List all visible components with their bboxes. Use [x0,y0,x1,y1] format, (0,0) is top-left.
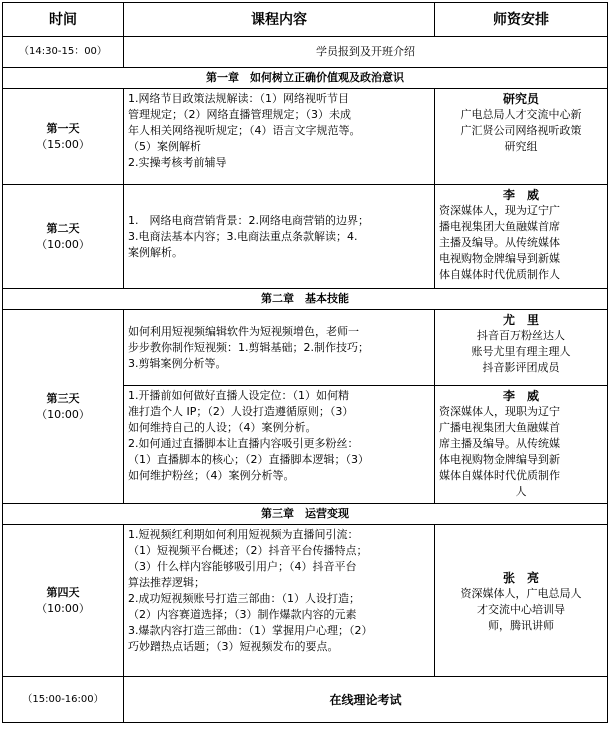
opening-row [3,37,608,68]
table-header-row [3,3,608,37]
day3b-line-5: （1）直播脚本的核心；（2）直播脚本逻辑；（3） [128,453,369,466]
day4-teacher-desc-2: 才交流中心培训导 [477,602,565,616]
chapter-1-title: 第一章 如何树立正确价值观及政治意识 [3,68,608,89]
day2-time-cell [3,185,124,289]
day3-teacher-a [435,310,608,386]
day3-teacher-b-desc-6: 人 [515,485,527,498]
day3-content-a [124,310,435,386]
day3b-line-3: 如何维持自己的人设；（4）案例分析。 [128,421,317,434]
day2-teacher-desc-4: 电视购物金牌编导到新媒 [439,252,560,265]
day2-teacher-desc-1: 资深媒体人，现为辽宁广 [439,204,560,217]
day1-teacher [435,89,608,185]
day1-line-2: 管理规定；（2）网络直播管理规定；（3）未成 [128,108,351,121]
day2-time: （10:00） [36,237,90,251]
day3-teacher-a-desc-1: 抖音百万粉丝达人 [477,329,565,342]
day3a-line-3: 3.剪辑案例分析等。 [128,356,227,370]
chapter-3-title: 第三章 运营变现 [3,504,608,525]
course-schedule-table [2,2,608,723]
day1-time: （15:00） [36,137,90,151]
day3b-line-1: 1.开播前如何做好直播人设定位：（1）如何精 [128,389,349,402]
chapter-row-2 [3,289,608,310]
day4-teacher-desc-3: 师，腾讯讲师 [488,618,554,632]
day2-teacher-desc-2: 播电视集团大鱼融媒首席 [439,220,560,233]
day3b-line-2: 准打造个人 IP；（2）人设打造遵循原则；（3） [128,405,354,418]
day3a-line-2: 步步教你制作短视频：1.剪辑基础；2.制作技巧； [128,340,369,354]
day3-teacher-a-name: 尤 里 [502,313,539,327]
day3-time: （10:00） [36,407,90,421]
day3-teacher-b-desc-4: 体电视购物金牌编导到新 [439,453,560,466]
day1-content [124,89,435,185]
day3-row-a [3,310,608,386]
day1-time-cell [3,89,124,185]
day4-time: （10:00） [36,601,90,615]
day4-time-cell [3,525,124,677]
day3-time-cell [3,310,124,504]
day2-teacher-desc-3: 主播及编导。从传统媒体 [439,236,560,249]
exam-time: （15:00-16:00） [3,677,124,723]
day4-teacher-name: 张 亮 [502,570,539,585]
header-time: 时间 [3,3,124,37]
chapter-2-title: 第二章 基本技能 [3,289,608,310]
day1-row [3,89,608,185]
day3a-line-1: 如何利用短视频编辑软件为短视频增色，老师一 [128,324,359,338]
day3-teacher-a-desc-2: 账号尤里有理主理人 [471,345,571,358]
day3b-line-4: 2.如何通过直播脚本让直播内容吸引更多粉丝： [128,437,359,450]
day4-line-5: 2.成功短视频账号打造三部曲：（1）人设打造； [128,592,360,605]
day4-line-2: （1）短视频平台概述；（2）抖音平台传播特点； [128,544,368,557]
day4-content [124,525,435,677]
day4-line-4: 算法推荐逻辑； [128,576,205,589]
day3-teacher-b [435,386,608,504]
day3-title: 第三天 [46,391,80,405]
day4-title: 第四天 [46,585,80,599]
day4-teacher [435,525,608,677]
day2-content [124,185,435,289]
day3-content-b [124,386,435,504]
header-teacher: 师资安排 [435,3,608,37]
day2-title: 第二天 [46,221,80,235]
day4-teacher-desc-1: 资深媒体人，广电总局人 [460,586,582,600]
day3-teacher-b-desc-3: 席主播及编导。从传统媒 [439,437,560,450]
chapter-row-3 [3,504,608,525]
day4-line-8: 巧妙蹭热点话题；（3）短视频发布的要点。 [128,640,339,653]
day1-teacher-desc-1: 广电总局人才交流中心新 [460,108,582,121]
day3-teacher-b-desc-5: 媒体自媒体时代优质制作 [439,469,560,482]
day3-teacher-a-desc-3: 抖音影评团成员 [482,361,560,374]
day1-title: 第一天 [46,121,80,135]
day4-line-3: （3）什么样内容能够吸引用户；（4）抖音平台 [128,560,357,573]
day4-line-6: （2）内容赛道选择；（3）制作爆款内容的元素 [128,608,357,621]
day3b-line-6: 如何维护粉丝；（4）案例分析等。 [128,469,295,482]
day3-teacher-b-name: 李 威 [502,389,539,403]
opening-time: （14:30-15：00） [3,37,124,68]
exam-row [3,677,608,723]
day2-teacher [435,185,608,289]
day1-line-5: 2.实操考核考前辅导 [128,156,227,169]
day3-teacher-b-desc-1: 资深媒体人，现职为辽宁 [439,405,560,418]
day4-line-7: 3.爆款内容打造三部曲：（1）掌握用户心理；（2） [128,624,373,637]
day1-line-4: （5）案例解析 [128,140,201,153]
day2-row [3,185,608,289]
day2-line-1: 1. 网络电商营销背景：2.网络电商营销的边界； [128,213,369,227]
day2-line-3: 案例解析。 [128,245,183,259]
day1-teacher-desc-2: 广汇贤公司网络视听政策 [460,124,582,137]
day2-teacher-desc-5: 体自媒体时代优质制作人 [439,268,560,281]
exam-text: 在线理论考试 [124,677,608,723]
day1-teacher-desc-3: 研究组 [504,140,538,153]
day4-line-1: 1.短视频红利期如何利用短视频为直播间引流： [128,528,359,541]
day1-teacher-name: 研究员 [502,92,539,106]
day2-teacher-name: 李 威 [502,188,539,202]
day2-line-2: 3.电商法基本内容；3.电商法重点条款解读；4. [128,229,358,243]
chapter-row-1 [3,68,608,89]
day1-line-1: 1.网络节目政策法规解读：（1）网络视听节目 [128,92,349,105]
day4-row [3,525,608,677]
day3-teacher-b-desc-2: 广播电视集团大鱼融媒首 [439,421,560,434]
opening-text: 学员报到及开班介绍 [124,37,608,68]
header-content: 课程内容 [124,3,435,37]
day1-line-3: 年人相关网络视听规定；（4）语言文字规范等。 [128,124,361,137]
